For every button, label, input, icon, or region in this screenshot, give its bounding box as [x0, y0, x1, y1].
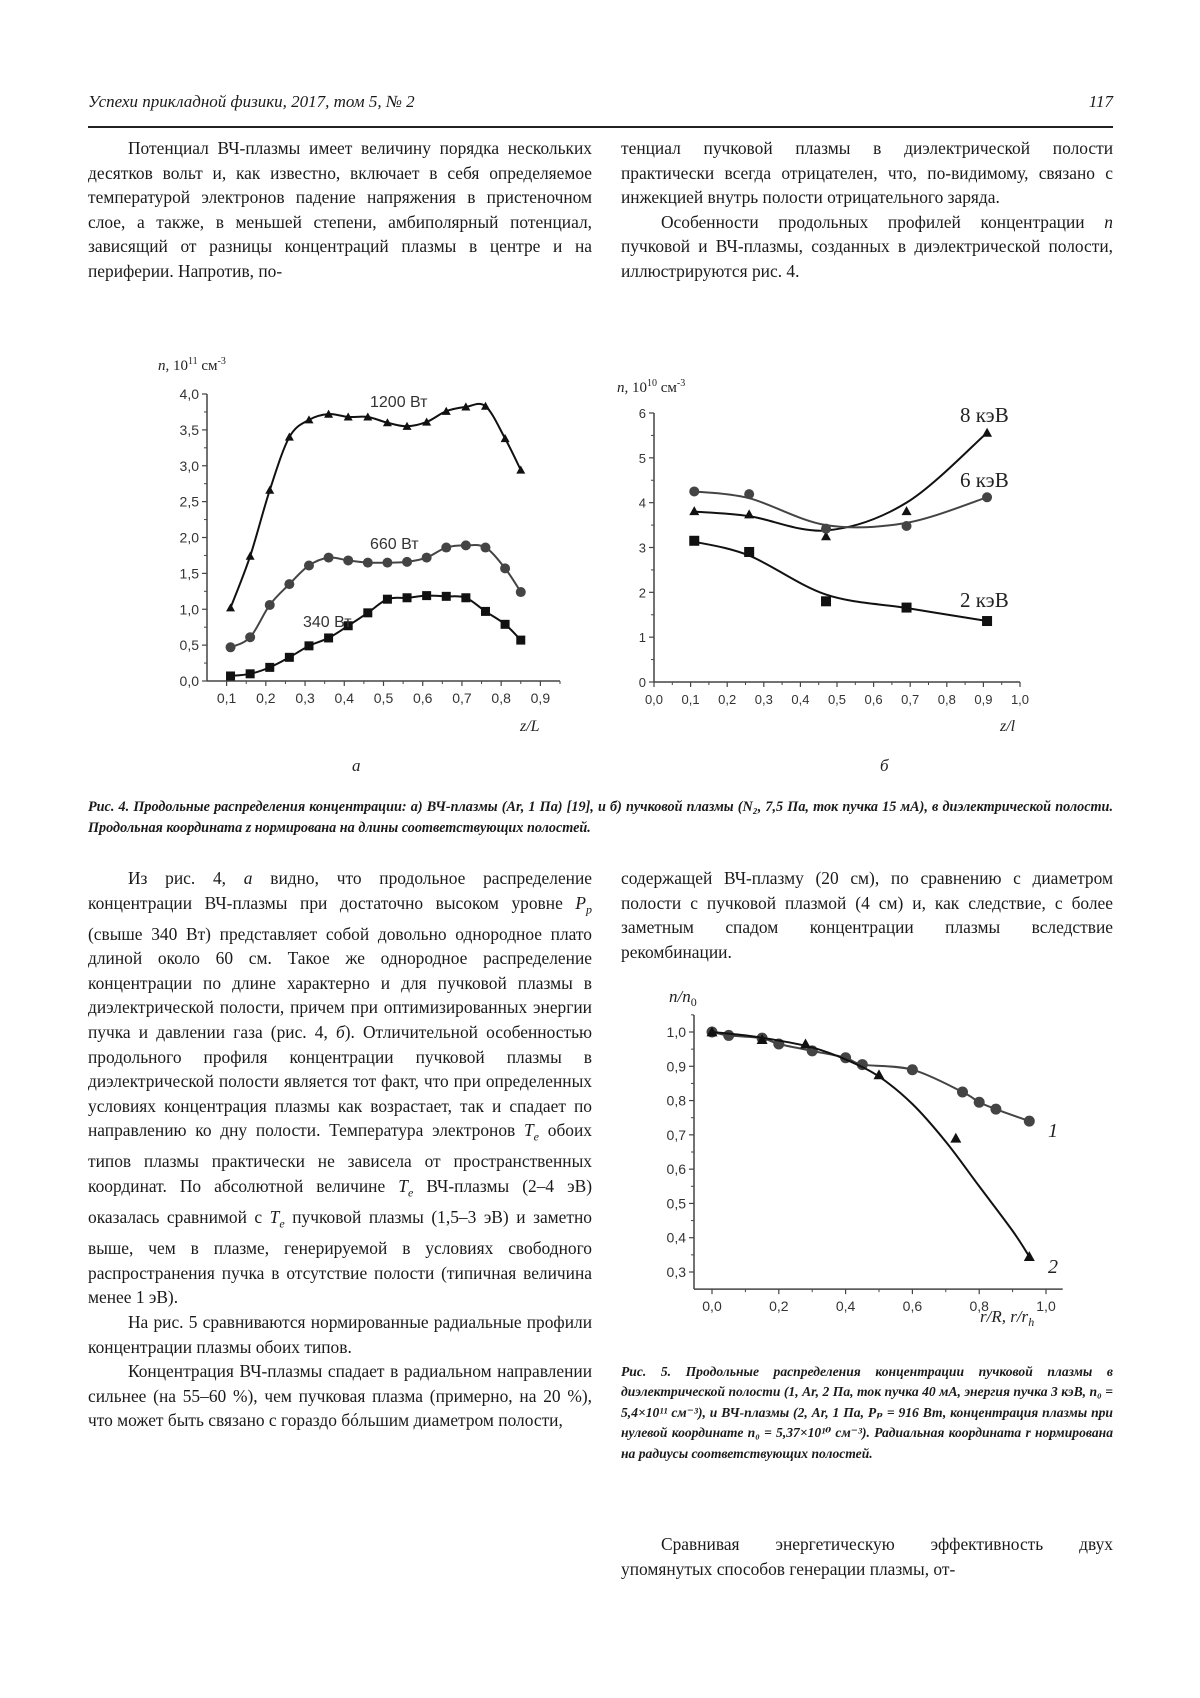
x-tick-label: 0,9 — [530, 690, 551, 706]
chart-fig5 — [667, 987, 1063, 1329]
symbol: T — [269, 1207, 280, 1228]
x-tick-label: 0,0 — [644, 692, 664, 707]
data-point-square — [226, 671, 235, 680]
data-point-circle — [245, 632, 255, 642]
y-tick-label: 0,5 — [666, 1195, 686, 1212]
subscript: e — [533, 1129, 539, 1144]
data-point-circle — [500, 563, 510, 573]
data-point-square — [403, 593, 412, 602]
data-point-square — [324, 633, 333, 642]
data-point-square — [461, 593, 470, 602]
x-tick-label: 0,9 — [974, 692, 993, 707]
data-point-square — [363, 608, 372, 617]
series-annotation: 340 Вт — [303, 614, 352, 631]
text-run: пучковой и ВЧ-плазмы, созданных в диэлектрической полости, иллюстрируются рис. 4. — [621, 236, 1113, 281]
data-point-circle — [1024, 1116, 1035, 1127]
symbol: б — [335, 1022, 345, 1043]
x-tick-label: 0,7 — [901, 692, 920, 707]
y-tick-label: 0,0 — [179, 673, 199, 689]
y-tick-label: 1,0 — [179, 601, 199, 618]
data-point-circle — [441, 543, 451, 553]
y-tick-label: 1,0 — [666, 1024, 686, 1040]
x-tick-label: 0,1 — [681, 692, 700, 707]
series-annotation: 8 кэВ — [960, 403, 1009, 427]
series-annotation: 2 кэВ — [960, 588, 1009, 612]
x-tick-label: 0,3 — [754, 692, 773, 707]
y-tick-label: 0,5 — [179, 637, 199, 654]
data-point-square — [383, 595, 392, 604]
x-tick-label: 0,8 — [937, 692, 956, 707]
data-point-triangle — [1024, 1251, 1035, 1261]
text-run: обоих типов плазмы практически не зависела от пространственных координат. По абсолютной величине — [88, 1120, 592, 1197]
data-point-triangle — [982, 428, 992, 437]
x-tick-label: 1,0 — [1010, 692, 1030, 707]
data-point-square — [481, 607, 490, 616]
subscript: p — [586, 902, 592, 917]
text-run: ). Отличительной особенностью продольного профиля концентрации пучковой плазмы в диэлектрической полости является тот факт, что при определенных условиях концентрация плазмы как возрастает, так и спадает по направлению ко дну полости. Температура электронов — [88, 1022, 592, 1141]
data-point-square — [982, 616, 992, 626]
x-tick-label: 0,7 — [452, 690, 472, 706]
data-point-square — [442, 592, 451, 601]
data-point-square — [422, 591, 431, 600]
data-point-square — [285, 653, 294, 662]
data-point-circle — [480, 543, 490, 553]
figure-4-caption: Рис. 4. Продольные распределения концентрации: а) ВЧ-плазмы (Ar, 1 Па) [19], и б) пучковой плазмы (N₂, 7,5 Па, ток пучка 15 мА), в диэлектрической полости. Продольная координата z нормирована на длины соответствующих полостей. — [88, 799, 1113, 836]
x-tick-label: 0,4 — [835, 1298, 856, 1315]
data-point-circle — [902, 521, 912, 531]
x-axis-label: z/l — [1000, 718, 1016, 735]
figure-5-caption: Рис. 5. Продольные распределения концентрации пучковой плазмы в диэлектрической полости (1, Ar, 2 Па, ток пучка 40 мА, энергия пучка 3 кэВ, n₀ = 5,4×10¹¹ см⁻³), и ВЧ-плазмы (2, Ar, 1 Па, Pₚ = 916 Вт, концентрация плазмы при нулевой координате n₀ = 5,37×10¹⁰ см⁻³). Радиальная координата r нормирована на радиусы соответствующих полостей. — [621, 1364, 1113, 1461]
data-point-triangle — [689, 506, 699, 515]
data-point-triangle — [902, 506, 912, 515]
y-tick-label: 3,5 — [179, 421, 199, 438]
subscript: e — [407, 1185, 414, 1200]
data-point-circle — [363, 558, 373, 568]
subfigure-label-b: б — [880, 756, 889, 775]
x-tick-label: 0,6 — [902, 1298, 923, 1315]
x-tick-label: 0,6 — [412, 690, 433, 706]
symbol-n: n — [1104, 211, 1113, 232]
y-tick-label: 4 — [638, 495, 646, 511]
data-point-circle — [343, 555, 353, 565]
y-axis-label: n, $10^{11}$ $см^{-3}$ — [158, 356, 226, 374]
text-run: Особенности продольных профилей концентрации — [661, 211, 1105, 232]
data-point-triangle — [481, 402, 490, 410]
series-annotation: 1 — [1048, 1120, 1058, 1142]
y-tick-label: 4,0 — [179, 386, 199, 402]
x-tick-label: 0,2 — [769, 1298, 789, 1315]
paragraph: содержащей ВЧ-плазму (20 см), по сравнению с диаметром полости с пучковой плазмой (4 см) и, как следствие, с более заметным спадом концентрации плазмы вследствие рекомбинации. — [621, 868, 1113, 962]
data-point-square — [304, 641, 313, 650]
series-line-0 — [231, 404, 521, 608]
page-number: 117 — [1088, 92, 1113, 111]
body-text-col1 — [88, 866, 592, 1433]
text-run: (свыше 340 Вт) представляет собой довольно однородное плато длиной около 60 см. Такое же однородное распределение концентрации по длине характерно и для пучковой плазмы в диэлектрической полости, причем при оптимизированных энергии пучка и давлении газа (рис. 4, — [88, 923, 592, 1043]
series-line-1 — [712, 1032, 1029, 1121]
subfigure-label-a: а — [352, 756, 361, 775]
paragraph: Концентрация ВЧ-плазмы спадает в радиальном направлении сильнее (на 55–60 %), чем пучковая плазма (примерно, на 20 %), что может быть связано с гораздо бóльшим диаметром полости, — [88, 1361, 592, 1431]
data-point-circle — [284, 579, 294, 589]
data-point-triangle — [226, 603, 235, 611]
series-fit-line-2 — [694, 542, 987, 621]
data-point-circle — [982, 492, 992, 502]
symbol: T — [524, 1120, 534, 1141]
x-tick-label: 0,8 — [969, 1298, 989, 1315]
data-point-triangle — [304, 415, 313, 423]
y-axis-label: $n/n_0$ — [669, 987, 697, 1009]
data-point-circle — [821, 524, 831, 534]
data-point-triangle — [246, 552, 255, 560]
data-point-square — [246, 669, 255, 678]
y-tick-label: 2 — [638, 585, 646, 601]
y-tick-label: 0,3 — [666, 1264, 686, 1280]
chart-fig4a — [158, 356, 560, 775]
data-point-square — [516, 636, 525, 645]
data-point-circle — [226, 642, 236, 652]
series-fit-line-0 — [694, 433, 987, 531]
y-tick-label: 1 — [638, 630, 646, 646]
data-point-circle — [304, 560, 314, 570]
text-run: ВЧ-плазмы (2–4 эВ) оказалась сравнимой с — [88, 1176, 592, 1228]
data-point-circle — [957, 1087, 968, 1098]
data-point-circle — [907, 1064, 918, 1075]
y-tick-label: 1,5 — [179, 565, 199, 582]
journal-header: Успехи прикладной физики, 2017, том 5, № 2 — [88, 92, 415, 111]
x-tick-label: 0,5 — [373, 690, 394, 706]
body-text-col2 — [621, 866, 1113, 964]
x-tick-label: 0,2 — [256, 690, 276, 706]
paragraph: Сравнивая энергетическую эффективность двух упомянутых способов генерации плазмы, от- — [621, 1534, 1113, 1579]
x-tick-label: 0,4 — [334, 690, 355, 706]
data-point-circle — [382, 558, 392, 568]
paragraph: На рис. 5 сравниваются нормированные радиальные профили концентрации плазмы обоих типов. — [88, 1311, 592, 1357]
data-point-circle — [723, 1030, 734, 1041]
data-point-square — [265, 663, 274, 672]
symbol: а — [243, 868, 253, 888]
data-point-triangle — [744, 509, 754, 518]
series-fit-line-1 — [694, 491, 987, 527]
data-point-circle — [422, 553, 432, 563]
y-tick-label: 6 — [638, 406, 646, 421]
y-tick-label: 0,9 — [666, 1058, 686, 1075]
series-annotation: 6 кэВ — [960, 468, 1009, 492]
data-point-square — [821, 596, 831, 606]
x-tick-label: 0,4 — [791, 692, 810, 707]
data-point-circle — [265, 600, 275, 610]
data-point-square — [744, 547, 754, 557]
x-tick-label: 0,2 — [718, 692, 737, 707]
y-tick-label: 2,0 — [179, 529, 199, 546]
y-tick-label: 5 — [638, 450, 646, 466]
x-tick-label: 0,0 — [702, 1298, 722, 1315]
series-line-1 — [231, 545, 521, 647]
data-point-circle — [744, 489, 754, 499]
text-run: видно, что продольное распределение концентрации ВЧ-плазмы при достаточно высоком уровне — [88, 868, 592, 913]
data-point-triangle — [501, 434, 510, 442]
data-point-circle — [974, 1097, 985, 1108]
x-tick-label: 1,0 — [1036, 1298, 1056, 1315]
data-point-square — [501, 620, 510, 629]
data-point-circle — [461, 540, 471, 550]
data-point-triangle — [950, 1133, 961, 1143]
y-tick-label: 0,7 — [666, 1126, 686, 1143]
data-point-circle — [402, 557, 412, 567]
y-tick-label: 0,6 — [666, 1161, 686, 1178]
y-tick-label: 0,4 — [666, 1229, 686, 1246]
symbol: P — [575, 892, 586, 913]
series-annotation: 1200 Вт — [370, 394, 428, 411]
paragraph — [88, 866, 592, 1310]
data-point-circle — [516, 587, 526, 597]
x-tick-label: 0,6 — [864, 692, 883, 707]
y-tick-label: 0 — [638, 675, 646, 690]
x-tick-label: 0,5 — [827, 692, 847, 707]
data-point-square — [689, 536, 699, 546]
chart-fig4b — [617, 378, 1029, 775]
x-tick-label: 0,3 — [295, 690, 315, 706]
data-point-circle — [324, 553, 334, 563]
data-point-circle — [689, 486, 699, 496]
symbol: T — [398, 1176, 408, 1197]
paragraph: тенциал пучковой плазмы в диэлектрической полости практически всегда отрицателен, что, по-видимому, связано с инжекцией внутрь полости отрицательного заряда. — [621, 138, 1113, 208]
paragraph: Потенциал ВЧ-плазмы имеет величину порядка нескольких десятков вольт и, как известно, включает в себя определяемое температурой электронов падение напряжения в пристеночном слое, а также, в меньшей степени, амбиполярный потенциал, зависящий от разницы концентраций плазмы в центре и на периферии. Напротив, по- — [88, 138, 592, 281]
data-point-triangle — [800, 1039, 811, 1049]
data-point-triangle — [265, 486, 274, 494]
y-axis-label: n, $10^{10}$ $см^{-3}$ — [617, 378, 686, 396]
x-axis-label: r/R, $r/r_h$ — [980, 1307, 1035, 1329]
subscript: e — [279, 1216, 285, 1231]
text-run: Из рис. 4, — [128, 868, 244, 888]
x-axis-label: z/L — [520, 718, 540, 735]
x-tick-label: 0,1 — [216, 690, 237, 706]
y-tick-label: 3 — [638, 540, 646, 556]
y-tick-label: 2,5 — [179, 493, 199, 510]
data-point-square — [902, 603, 912, 613]
y-tick-label: 0,8 — [666, 1092, 686, 1109]
body-text-col2-bottom — [621, 1532, 1113, 1581]
x-tick-label: 0,8 — [491, 690, 511, 706]
series-annotation: 2 — [1048, 1256, 1058, 1278]
series-annotation: 660 Вт — [370, 536, 419, 553]
data-point-circle — [990, 1104, 1001, 1115]
text-run: пучковой плазмы (1,5–3 эВ) и заметно выше, чем в плазме, генерируемой в условиях свободного распространения пучка в отсутствие полости (типичная величина менее 1 эВ). — [88, 1207, 592, 1308]
y-tick-label: 3,0 — [179, 457, 199, 474]
data-point-triangle — [516, 466, 525, 474]
